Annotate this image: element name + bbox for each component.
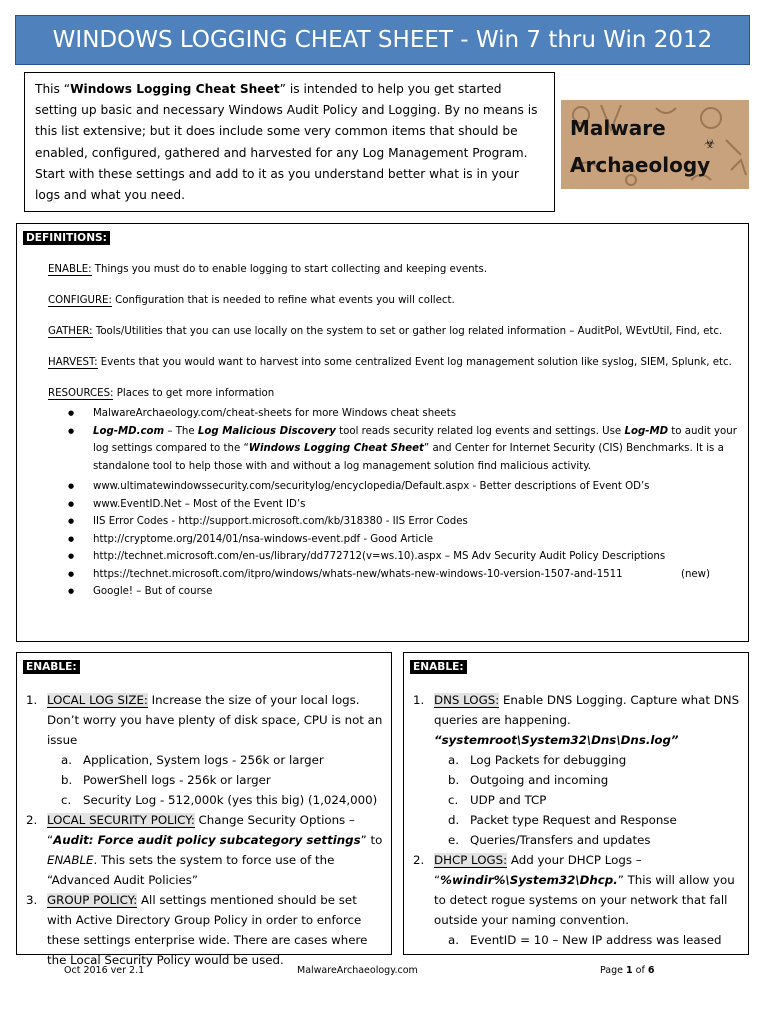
intro-bold: Windows Logging Cheat Sheet <box>70 82 280 96</box>
list-item: ● http://technet.microsoft.com/en-us/library/dd772712(v=ws.10).aspx – MS Adv Security Audit Policy Descriptions <box>65 548 740 566</box>
list-item: c. Security Log - 512,000k (yes this big) (1,024,000) <box>61 793 378 807</box>
enable-local-log-size: 1. LOCAL LOG SIZE: Increase the size of your local logs. Don’t worry you have plenty of disk space, CPU is not an issue <box>26 693 383 747</box>
enable-dns-logs: 1. DNS LOGS: Enable DNS Logging. Capture what DNS queries are happening. “systemroot\System32\Dns\Dns.log” <box>413 693 740 747</box>
enable-right-header: ENABLE: <box>410 660 467 674</box>
intro-pre: This “ <box>35 82 71 96</box>
footer-site: MalwareArchaeology.com <box>297 965 418 976</box>
list-item: c. UDP and TCP <box>448 793 547 807</box>
intro-box <box>24 72 555 212</box>
list-item: ● IIS Error Codes - http://support.microsoft.com/kb/318380 - IIS Error Codes <box>65 513 740 531</box>
footer-page: Page 1 of 6 <box>600 965 655 976</box>
list-item: ● https://technet.microsoft.com/itpro/windows/whats-new/whats-new-windows-10-version-1507-and-1511 (new) <box>65 566 740 584</box>
definitions-header: DEFINITIONS: <box>23 231 110 245</box>
footer-version: Oct 2016 ver 2.1 <box>64 965 145 976</box>
logo-line1: Malware <box>570 116 666 140</box>
intro-post: ” is intended to help you get started setting up basic and necessary Windows Audit Policy and Logging. By no means is this list extensive; but it does include some very common items that should be enabled, configured, gathered and harvested for any Log Management Program. Start with these settings and add to it as you understand better what is in your logs and what you need. <box>35 82 538 203</box>
list-item: b. Outgoing and incoming <box>448 773 609 787</box>
list-item: d. Packet type Request and Response <box>448 813 677 827</box>
list-item: a. Log Packets for debugging <box>448 753 627 767</box>
page-title: WINDOWS LOGGING CHEAT SHEET - Win 7 thru Win 2012 <box>15 15 750 65</box>
list-item: b. PowerShell logs - 256k or larger <box>61 773 271 787</box>
definitions-section <box>16 223 749 642</box>
def-enable: ENABLE: Things you must do to enable logging to start collecting and keeping events. <box>48 264 488 275</box>
enable-right-section <box>403 652 749 955</box>
list-item: ● www.EventID.Net – Most of the Event ID’s <box>65 496 740 514</box>
list-item: a. EventID = 10 – New IP address was leased <box>448 933 722 947</box>
list-item: ● Log-MD.com – The Log Malicious Discovery tool reads security related log events and settings. Use Log-MD to audit your log settings compared to the “Windows Logging Cheat Sheet” and Center for Internet Security (CIS) Benchmarks. It is a standalone tool to help those with and without a log management solution find malicious activity. <box>65 423 740 476</box>
enable-local-security-policy: 2. LOCAL SECURITY POLICY: Change Security Options – “Audit: Force audit policy subcategory settings” to ENABLE. This sets the system to force use of the “Advanced Audit Policies” <box>26 813 383 887</box>
list-item: ● MalwareArchaeology.com/cheat-sheets for more Windows cheat sheets <box>65 405 740 423</box>
list-item: ● Google! – But of course <box>65 583 740 601</box>
def-resources: RESOURCES: Places to get more information <box>48 388 275 399</box>
def-configure: CONFIGURE: Configuration that is needed to refine what events you will collect. <box>48 295 455 306</box>
enable-dhcp-logs: 2. DHCP LOGS: Add your DHCP Logs – “%windir%\System32\Dhcp.” This will allow you to detect rogue systems on your network that fall outside your naming convention. <box>413 853 735 927</box>
list-item: ● www.ultimatewindowssecurity.com/securitylog/encyclopedia/Default.aspx - Better descriptions of Event OD’s <box>65 478 740 496</box>
enable-group-policy: 3. GROUP POLICY: All settings mentioned should be set with Active Directory Group Policy in order to enforce these settings enterprise wide. There are cases where the Local Security Policy would be used. <box>26 893 368 967</box>
resources-list <box>65 405 740 601</box>
list-item: e. Queries/Transfers and updates <box>448 833 651 847</box>
new-tag: (new) <box>680 568 710 580</box>
list-item: ● http://cryptome.org/2014/01/nsa-windows-event.pdf - Good Article <box>65 531 740 549</box>
def-gather: GATHER: Tools/Utilities that you can use locally on the system to set or gather log related information – AuditPol, WEvtUtil, Find, etc. <box>48 326 723 337</box>
svg-text:☣: ☣ <box>704 137 716 152</box>
list-item: a. Application, System logs - 256k or larger <box>61 753 324 767</box>
malware-archaeology-logo <box>561 100 749 189</box>
enable-left-header: ENABLE: <box>23 660 80 674</box>
logo-line2: Archaeology <box>570 153 711 177</box>
enable-left-section <box>16 652 392 967</box>
def-harvest: HARVEST: Events that you would want to harvest into some centralized Event log management solution like syslog, SIEM, Splunk, etc. <box>48 357 732 368</box>
